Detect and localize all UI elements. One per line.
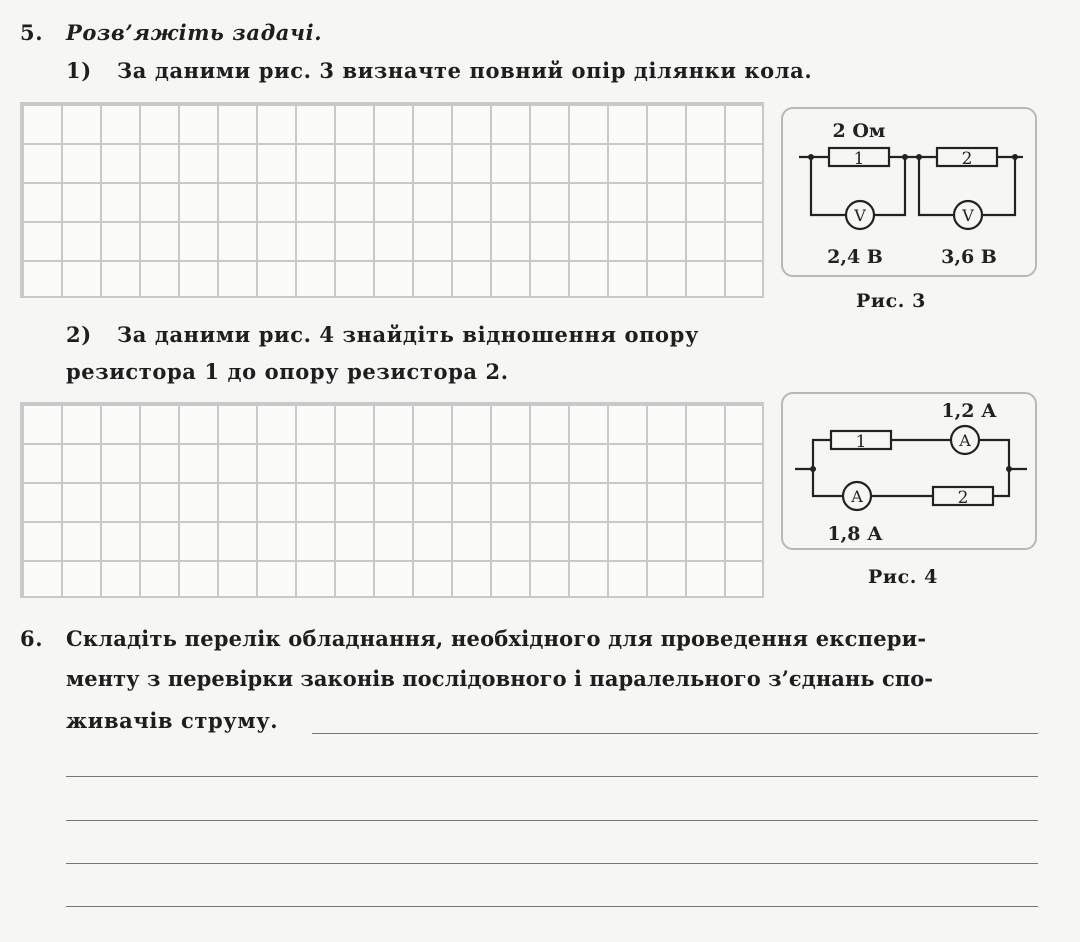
answer-line-4[interactable] (66, 863, 1038, 864)
figure-3-box (781, 107, 1037, 277)
fig3-voltmeter-2-icon: V (962, 206, 974, 225)
fig4-resistor-2: 2 (957, 488, 969, 508)
q2-text-line2: резистора 1 до опору резистора 2. (66, 359, 509, 384)
fig3-voltmeter-1-icon: V (854, 206, 866, 225)
task6-text-line2: менту з перевірки законів послідовного і паралельного з’єднань спо- (66, 666, 934, 691)
task6-number: 6. (20, 626, 44, 651)
answer-grid-2[interactable] (20, 402, 764, 598)
fig3-resistance-label: 2 Ом (832, 120, 886, 142)
fig4-ammeter-2-icon: A (851, 487, 863, 506)
q1-number: 1) (66, 58, 92, 83)
fig3-voltage-1: 2,4 В (827, 246, 883, 268)
fig3-resistor-1: 1 (853, 149, 865, 169)
figure-3-caption: Рис. 3 (856, 290, 926, 312)
task6-text-line1: Складіть перелік обладнання, необхідного для проведення експери- (66, 626, 927, 651)
answer-line-5[interactable] (66, 906, 1038, 907)
fig3-voltage-2: 3,6 В (941, 246, 997, 268)
figure-4-box (781, 392, 1037, 550)
q2-text-line1: За даними рис. 4 знайдіть відношення опору (117, 322, 699, 347)
fig4-current-1: 1,2 А (941, 400, 997, 422)
answer-line-1[interactable] (312, 733, 1038, 734)
figure-4-caption: Рис. 4 (868, 566, 938, 588)
figure-3-circuit (783, 109, 1039, 279)
fig4-ammeter-1-icon: A (959, 431, 971, 450)
task5-number: 5. (20, 20, 44, 45)
answer-line-2[interactable] (66, 776, 1038, 777)
task6-text-line3: живачів струму. (66, 708, 279, 733)
figure-4-circuit (783, 394, 1039, 552)
fig3-resistor-2: 2 (961, 149, 973, 169)
answer-line-3[interactable] (66, 820, 1038, 821)
fig4-resistor-1: 1 (855, 432, 867, 452)
fig4-current-2: 1,8 А (827, 523, 883, 545)
task5-title: Розв’яжіть задачі. (66, 20, 323, 45)
q2-number: 2) (66, 322, 92, 347)
answer-grid-1[interactable] (20, 102, 764, 298)
q1-text: За даними рис. 3 визначте повний опір ділянки кола. (117, 58, 813, 83)
